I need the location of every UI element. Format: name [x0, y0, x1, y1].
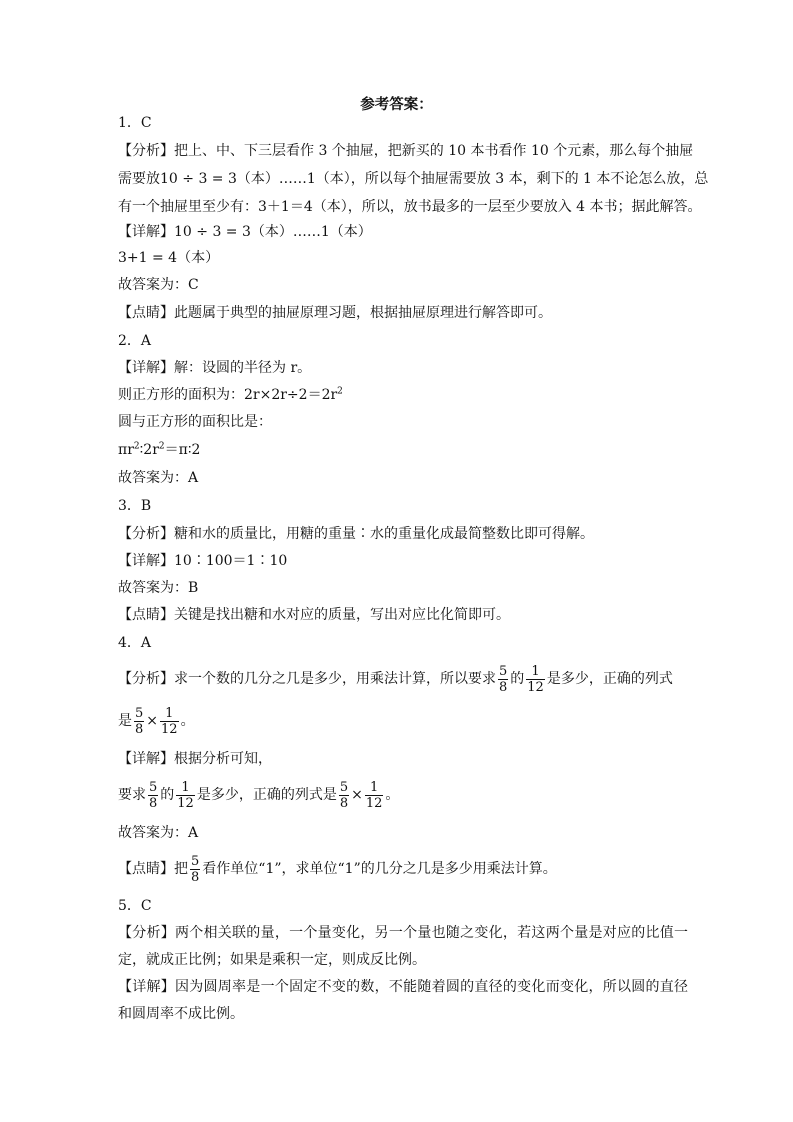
q4-fraction-one-twelfth	[176, 780, 195, 811]
q1-comment: 【点睛】此题属于典型的抽屉原理习题，根据抽屉原理进行解答即可。	[118, 305, 552, 321]
fraction-numerator: 5	[339, 779, 349, 795]
fraction-numerator: 1	[176, 780, 195, 796]
q2-detail: 【详解】解：设圆的半径为 r。	[118, 360, 312, 376]
fraction-denominator: 8	[191, 869, 200, 885]
q5-number: 5．C	[118, 898, 152, 914]
q4-de-text: 的	[160, 787, 175, 803]
q3-comment: 【点睛】关键是找出糖和水对应的质量，写出对应比化简即可。	[118, 607, 510, 623]
q4-analysis-text: 【分析】求一个数的几分之几是多少，用乘法计算，所以要求	[118, 671, 496, 687]
q2-ratio-circle-exponent: 2	[133, 441, 140, 452]
fraction-denominator: 8	[339, 795, 349, 811]
q4-number: 4．A	[118, 635, 152, 651]
fraction-numerator: 5	[149, 779, 158, 795]
q2-ratio-circle: πr	[118, 442, 134, 458]
q3-detail: 【详解】10∶100＝1∶10	[118, 553, 288, 569]
period: 。	[180, 713, 195, 729]
q4-analysis-suffix: 是多少，正确的列式	[546, 671, 673, 687]
q2-ratio-square: ∶2r	[139, 442, 159, 458]
q2-area-exponent: 2	[337, 386, 343, 397]
q1-analysis-line-3: 有一个抽屉里至少有：3＋1＝4（本），所以，放书最多的一层至少要放入 4 本书；据此解答。	[118, 199, 702, 215]
q3-analysis: 【分析】糖和水的质量比，用糖的重量∶水的重量化成最简整数比即可得解。	[118, 526, 594, 542]
q1-detail-line-1: 【详解】10 ÷ 3 = 3（本）……1（本）	[118, 224, 372, 240]
q5-analysis-line-1: 【分析】两个相关联的量，一个量变化，另一个量也随之变化，若这两个量是对应的比值一	[118, 925, 688, 941]
q4-fraction-five-eighths	[339, 780, 349, 811]
period: 。	[385, 787, 400, 803]
q4-comment-prefix: 【点睛】把	[118, 861, 188, 877]
fraction-numerator: 5	[499, 663, 508, 679]
q4-analysis-line	[118, 663, 688, 695]
q2-ratio-intro: 圆与正方形的面积比是：	[118, 414, 272, 430]
q2-area-text: 则正方形的面积为：2r×2r÷2＝2r	[118, 387, 338, 403]
q4-analysis-expression-line	[118, 705, 688, 737]
q4-fraction-five-eighths	[498, 664, 508, 695]
q4-fraction-one-twelfth	[160, 706, 179, 737]
fraction-numerator: 1	[365, 780, 384, 796]
fraction-denominator: 8	[135, 721, 144, 737]
q2-answer: 故答案为：A	[118, 470, 199, 486]
q2-ratio-line	[118, 440, 688, 460]
q2-ratio-result: ＝π∶2	[164, 442, 201, 458]
q4-detail-mid-text: 是多少，正确的列式是	[196, 787, 337, 803]
times-sign: ×	[146, 713, 159, 729]
q1-analysis-line-2: 需要放10 ÷ 3 = 3（本）……1（本），所以每个抽屉需要放 3 本，剩下的 1 本不论怎么放，总	[118, 171, 709, 187]
q3-number: 3．B	[118, 498, 152, 514]
q4-comment-line	[118, 853, 688, 885]
fraction-denominator: 12	[365, 795, 383, 811]
fraction-denominator: 12	[177, 795, 194, 811]
q5-detail-line-2: 和圆周率不成比例。	[118, 1006, 244, 1022]
q4-detail: 【详解】根据分析可知，	[118, 751, 272, 767]
q4-yaoqiu-text: 要求	[118, 787, 146, 803]
q2-area-line	[118, 385, 688, 405]
q4-fraction-one-twelfth	[365, 780, 384, 811]
q4-de-text: 的	[510, 671, 525, 687]
fraction-numerator: 5	[191, 853, 200, 869]
q4-fraction-one-twelfth	[526, 664, 545, 695]
times-sign: ×	[351, 787, 363, 803]
q3-answer: 故答案为：B	[118, 580, 199, 596]
fraction-denominator: 8	[149, 795, 158, 811]
fraction-numerator: 5	[135, 705, 144, 721]
q4-detail-expression-line	[118, 779, 688, 811]
q4-fraction-five-eighths	[190, 854, 200, 885]
q5-analysis-line-2: 定，就成正比例；如果是乘积一定，则成反比例。	[118, 952, 426, 968]
q1-analysis-line-1: 【分析】把上、中、下三层看作 3 个抽屉，把新买的 10 本书看作 10 个元素，那么每个抽屉	[118, 143, 694, 159]
q1-answer: 故答案为：C	[118, 277, 199, 293]
fraction-denominator: 12	[527, 679, 544, 695]
fraction-numerator: 1	[526, 664, 545, 680]
q4-comment-suffix: 看作单位“1”，求单位“1”的几分之几是多少用乘法计算。	[202, 861, 557, 877]
q4-shi-text: 是	[118, 713, 132, 729]
fraction-denominator: 8	[499, 679, 508, 695]
q4-answer: 故答案为：A	[118, 825, 199, 841]
q1-detail-line-2: 3+1 = 4（本）	[118, 250, 220, 266]
q1-number: 1．C	[118, 115, 152, 131]
page-title: 参考答案：	[360, 96, 433, 113]
q2-number: 2．A	[118, 333, 152, 349]
q4-fraction-five-eighths	[134, 706, 144, 737]
q2-ratio-square-exponent: 2	[158, 441, 165, 452]
q4-fraction-five-eighths	[148, 780, 158, 811]
q5-detail-line-1: 【详解】因为圆周率是一个固定不变的数，不能随着圆的直径的变化而变化，所以圆的直径	[118, 979, 688, 995]
fraction-numerator: 1	[160, 706, 179, 722]
fraction-denominator: 12	[161, 721, 178, 737]
